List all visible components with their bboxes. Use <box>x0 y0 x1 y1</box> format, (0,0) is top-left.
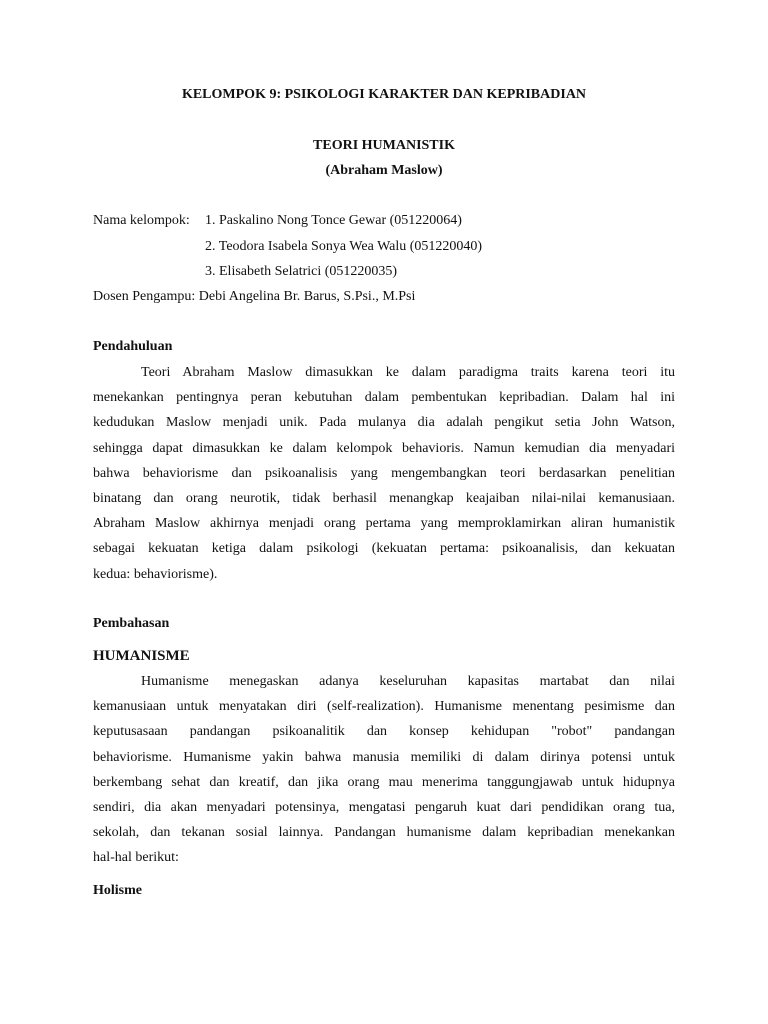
discussion-heading: Pembahasan <box>93 616 170 631</box>
group-title: KELOMPOK 9: PSIKOLOGI KARAKTER DAN KEPRIBADIAN <box>181 87 587 102</box>
paragraph-line: menekankan pentingnya peran kebutuhan dalam pembentukan kepribadian. Dalam hal ini <box>93 390 675 406</box>
paragraph-line: bahwa behaviorisme dan psikoanalisis yang mengembangkan teori berdasarkan penelitian <box>93 465 675 481</box>
member-1: 1. Paskalino Nong Tonce Gewar (051220064) <box>205 213 462 228</box>
paragraph-line: Teori Abraham Maslow dimasukkan ke dalam paradigma traits karena teori itu <box>141 365 675 380</box>
paragraph-line: keputusasaan pandangan psikoanalitik dan konsep kehidupan "robot" pandangan <box>93 724 675 740</box>
lecturer-label: Dosen Pengampu: <box>93 289 196 304</box>
paragraph-line: sekolah, dan tekanan sosial lainnya. Pandangan humanisme dalam kepribadian menekankan <box>93 825 675 841</box>
paragraph-line: Abraham Maslow akhirnya menjadi orang pertama yang memproklamirkan aliran humanistik <box>93 516 675 532</box>
paragraph-line: berkembang sehat dan kreatif, dan jika orang mau menerima tanggungjawab untuk hidupnya <box>93 774 675 790</box>
members-label: Nama kelompok: <box>93 213 190 228</box>
paragraph-line: hal-hal berikut: <box>93 850 179 866</box>
intro-heading: Pendahuluan <box>93 339 173 354</box>
paragraph-line: binatang dan orang neurotik, tidak berhasil menangkap keajaiban nilai-nilai kemanusiaan. <box>93 490 675 506</box>
lecturer-name: Debi Angelina Br. Barus, S.Psi., M.Psi <box>198 289 416 304</box>
paragraph-line: kedudukan Maslow menjadi unik. Pada mulanya dia adalah pengikut setia John Watson, <box>93 415 675 431</box>
humanism-paragraph <box>93 669 675 871</box>
paragraph-line: sendiri, dia akan menyadari potensinya, mengatasi pengaruh kuat dari pendidikan orang tua, <box>93 799 675 815</box>
member-3: 3. Elisabeth Selatrici (051220035) <box>205 264 398 279</box>
paragraph-line: kemanusiaan untuk menyatakan diri (self-realization). Humanisme menentang pesimisme dan <box>93 699 675 715</box>
intro-paragraph <box>93 360 675 587</box>
paragraph-line: sehingga dapat dimasukkan ke dalam kelompok behavioris. Namun kemudian dia menyadari <box>93 440 675 456</box>
holism-heading: Holisme <box>93 883 142 898</box>
humanism-heading: HUMANISME <box>93 648 190 664</box>
paragraph-line: Humanisme menegaskan adanya keseluruhan kapasitas martabat dan nilai <box>141 674 675 689</box>
theory-title: TEORI HUMANISTIK <box>313 138 455 153</box>
member-2: 2. Teodora Isabela Sonya Wea Walu (051220040) <box>205 239 483 254</box>
paragraph-line: sebagai kekuatan ketiga dalam psikologi (kekuatan pertama: psikoanalisis, dan kekuatan <box>93 541 675 557</box>
paragraph-line: kedua: behaviorisme). <box>93 566 218 582</box>
paragraph-line: behaviorisme. Humanisme yakin bahwa manusia memiliki di dalam dirinya potensi untuk <box>93 749 675 765</box>
theory-author: (Abraham Maslow) <box>325 163 443 178</box>
lecturer-line <box>93 289 415 305</box>
